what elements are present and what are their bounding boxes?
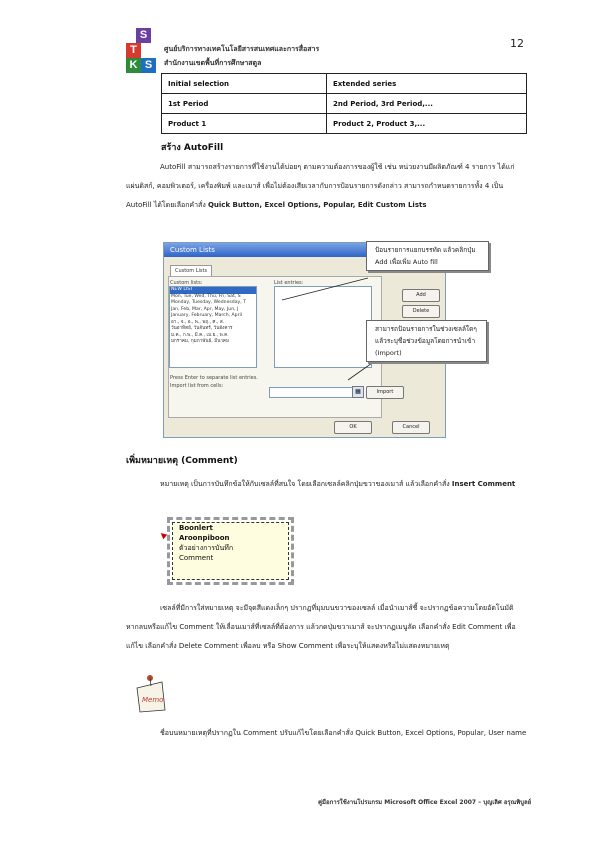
table-cell: Product 2, Product 3,...	[327, 114, 527, 134]
list-item[interactable]: ม.ค., ก.พ., มี.ค., เม.ย., พ.ค.	[171, 332, 229, 338]
logo-letter-s2: S	[141, 58, 156, 73]
comment-line: Comment	[179, 554, 214, 562]
list-item[interactable]: วันอาทิตย์, วันจันทร์, วันอังคาร	[171, 326, 233, 331]
insert-comment-command: Insert Comment	[451, 480, 516, 488]
comment-paragraph-text: หมายเหตุ เป็นการบันทึกข้อให้กับเซลล์ที่สนใจ โดยเลือกเซลล์คลิกปุ่มขวาของเมาส์ แล้วเลือกคำสั่ง	[160, 480, 450, 488]
list-item[interactable]: Mon, Tue, Wed, Thu, Fri, Sat, S	[171, 293, 241, 299]
page-footer: คู่มือการใช้งานโปรแกรม Microsoft Office Excel 2007 – บุญเลิศ อรุณพิบูลย์	[318, 799, 532, 806]
callout-add-entries: ป้อนรายการแยกบรรทัด แล้วคลิกปุ่ม Add เพื่อเพิ่ม Auto fill	[366, 241, 489, 271]
comment-heading: เพิ่มหมายเหตุ (Comment)	[126, 456, 238, 466]
list-item[interactable]: January, February, March, April	[171, 313, 243, 318]
memo-label: Memo	[142, 696, 164, 704]
logo-letter-s1: S	[136, 28, 151, 43]
autofill-command: Quick Button, Excel Options, Popular, Edit Custom Lists	[207, 201, 427, 209]
comment-line: ตัวอย่างการบันทึก	[179, 544, 234, 552]
memo-text: ชื่อบนหมายเหตุที่ปรากฏใน Comment ปรับแก้ไขโดยเลือกคำสั่ง Quick Button, Excel Options, Popular, User name	[160, 729, 527, 737]
cancel-button[interactable]: Cancel	[392, 421, 430, 434]
autofill-paragraph-text: AutoFill สามารถสร้างรายการที่ใช้งานได้บ่อยๆ ตามความต้องการของผู้ใช้ เช่น หน่วยงานมีผลิตภัณฑ์ 4 รายการ ได้แก่ แผ่นดิสก์, คอมพิวเตอร์, เครื่องพิมพ์ และเมาส์ เพื่อไม่ต้องเสียเวลากับการป้อนรายการดังกล่าว สามารถกำหนดรายการทั้ง 4 เป็น AutoFill ได้โดยเลือกคำสั่ง	[126, 163, 515, 209]
table-cell: 2nd Period, 3rd Period,...	[327, 94, 527, 114]
dialog-title: Custom Lists	[164, 243, 445, 257]
tab-custom-lists[interactable]: Custom Lists	[170, 265, 212, 277]
callout-import: สามารถป้อนรายการในช่วงเซลล์ใดๆ แล้วระบุชื่อช่วงข้อมูลโดยการนำเข้า (Import)	[366, 320, 487, 362]
table-header-cell: Extended series	[327, 74, 527, 94]
range-select-icon[interactable]: ▦	[352, 386, 364, 398]
delete-button[interactable]: Delete	[402, 305, 440, 318]
comment-explanation: เซลล์ที่มีการใส่หมายเหตุ จะมีจุดสีแดงเล็กๆ ปรากฏที่มุมบนขวาของเซลล์ เมื่อนำเมาส์ชี้ จะปรากฏข้อความโดยอัตโนมัติ หากลบหรือแก้ไข Comment ให้เลื่อนเมาส์ที่เซลล์ที่ต้องการ แล้วกดปุ่มขวาเมาส์ จะปรากฏเมนูลัด เลือกคำสั่ง Edit Comment เพื่อแก้ไข เลือกคำสั่ง Delete Comment เพื่อลบ หรือ Show Comment เพื่อระบุให้แสดงหรือไม่แสดงหมายเหตุ	[126, 604, 516, 650]
ok-button[interactable]: OK	[334, 421, 372, 434]
comment-line: Boonlert	[179, 524, 213, 532]
add-button[interactable]: Add	[402, 289, 440, 302]
import-range-label: Import list from cells:	[170, 383, 224, 389]
list-item[interactable]: Monday, Tuesday, Wednesday, T	[171, 300, 246, 305]
comment-box	[172, 522, 289, 580]
list-entries-label: List entries:	[274, 280, 304, 286]
table-header-cell: Initial selection	[162, 74, 327, 94]
table-cell: 1st Period	[162, 94, 327, 114]
table-cell: Product 1	[162, 114, 327, 134]
header-org-line-2: สำนักงานเขตพื้นที่การศึกษาสตูล	[164, 59, 262, 67]
custom-lists-label: Custom lists:	[170, 280, 203, 286]
comment-pointer-icon	[159, 531, 167, 539]
list-item[interactable]: อา., จ., อ., พ., พฤ., ศ., ส.	[171, 319, 225, 325]
logo-letter-k: K	[126, 58, 141, 73]
list-item[interactable]: มกราคม, กุมภาพันธ์, มีนาคม	[171, 339, 230, 344]
comment-paragraph	[126, 475, 527, 494]
import-hint-label: Press Enter to separate list entries.	[170, 375, 258, 381]
list-item[interactable]: Jan, Feb, Mar, Apr, May, Jun, J	[171, 306, 239, 312]
header-org-line-1: ศูนย์บริการทางเทคโนโลยีสารสนเทศและการสื่อสาร	[164, 45, 320, 53]
comment-example	[160, 520, 295, 582]
comment-line: Aroonpiboon	[179, 534, 230, 542]
logo-letter-t: T	[126, 43, 141, 58]
list-item[interactable]: NEW LIST	[170, 287, 256, 294]
autofill-heading: สร้าง AutoFill	[161, 143, 224, 153]
callout1-leader	[282, 278, 368, 300]
memo-note-icon	[134, 672, 168, 714]
import-button[interactable]: Import	[366, 386, 404, 399]
page-number: 12	[510, 37, 524, 50]
